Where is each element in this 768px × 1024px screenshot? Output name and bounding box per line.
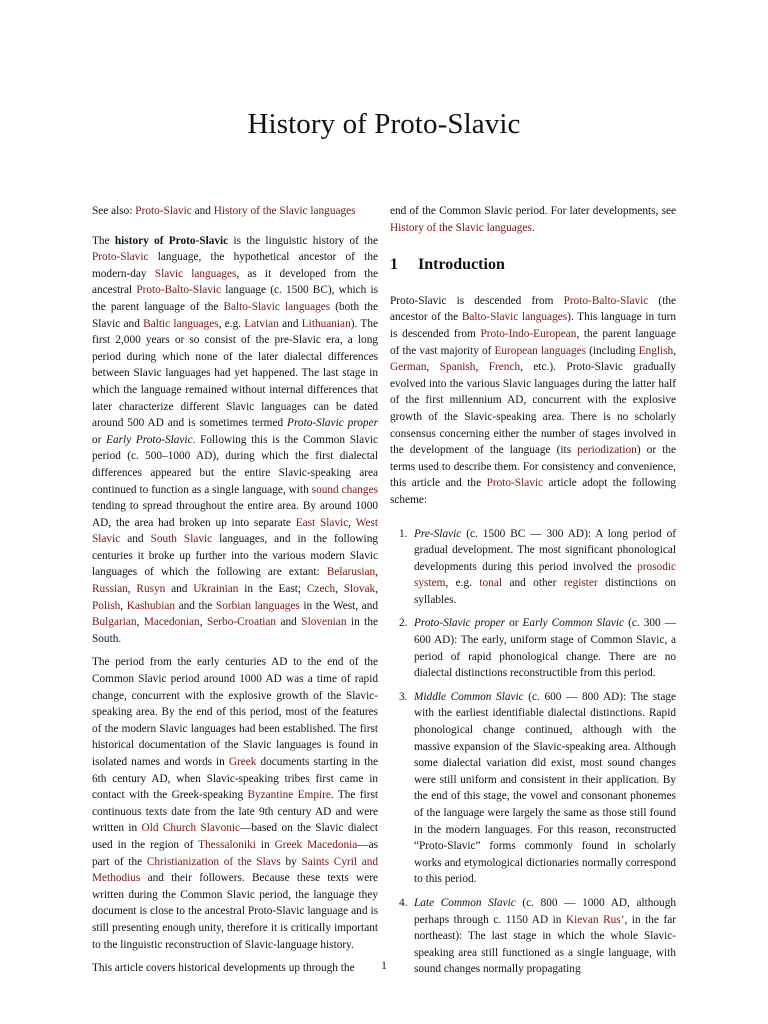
- text-run: or: [92, 433, 107, 446]
- article-link[interactable]: German: [390, 361, 427, 374]
- italic-term: Proto-Slavic proper: [287, 417, 378, 430]
- article-link[interactable]: Proto-Balto-Slavic: [563, 294, 649, 307]
- article-link[interactable]: Czech: [306, 583, 336, 596]
- text-run: ,: [426, 361, 440, 374]
- text-run: (the ancestor of the: [390, 294, 676, 324]
- article-link[interactable]: Polish: [92, 599, 121, 612]
- text-run: (both the Slavic and: [92, 300, 379, 330]
- article-link[interactable]: Spanish: [439, 361, 476, 374]
- text-run: and: [165, 583, 194, 596]
- text-run: in: [255, 838, 275, 851]
- text-run: ,: [348, 516, 356, 529]
- list-item-text: [414, 617, 676, 679]
- article-link[interactable]: History of the Slavic languages: [213, 205, 356, 217]
- text-run: tending to spread throughout the entire area. By around 1000 AD, the area had broken up into separate: [92, 500, 378, 529]
- italic-term: Pre-Slavic: [414, 527, 462, 540]
- history-paragraph: [92, 654, 378, 953]
- article-link[interactable]: Proto-Slavic: [486, 477, 544, 490]
- introduction-paragraph: [390, 293, 676, 509]
- article-link[interactable]: Ukrainian: [193, 583, 239, 596]
- text-run: ,: [120, 599, 127, 612]
- article-link[interactable]: History of the Slavic languages: [390, 221, 532, 234]
- italic-term: Proto-Slavic proper: [414, 617, 506, 630]
- article-link[interactable]: periodization: [577, 444, 637, 457]
- page-title: History of Proto-Slavic: [247, 108, 521, 140]
- list-item-number: 4.: [399, 896, 408, 909]
- text-run: in the South.: [92, 616, 378, 645]
- text-run: and the: [175, 599, 216, 612]
- article-link[interactable]: Thessaloniki: [198, 838, 256, 851]
- article-link[interactable]: Macedonian: [143, 616, 200, 629]
- text-run: —as part of the: [92, 838, 379, 868]
- text-run: ) or the terms used to describe them. For consistency and convenience, this article and the: [390, 444, 676, 490]
- text-run: , e.g.: [218, 317, 245, 330]
- see-also-note: [92, 203, 378, 220]
- article-link[interactable]: Saints Cyril and Methodius: [92, 855, 379, 885]
- article-link[interactable]: Old Church Slavonic: [141, 822, 241, 835]
- article-link[interactable]: Russian: [92, 583, 128, 596]
- article-link[interactable]: Slovenian: [301, 616, 347, 629]
- article-link[interactable]: Bulgarian: [92, 616, 137, 629]
- text-run: (including: [586, 344, 639, 357]
- text-run: language, the hypothetical ancestor of the modern-day: [92, 251, 378, 280]
- text-run: Proto-Slavic is descended from: [390, 294, 564, 307]
- text-run: , e.g.: [445, 577, 480, 590]
- text-run: ,: [375, 566, 378, 579]
- text-run: ). The first 2,000 years or so consist of the pre-Slavic era, a long period during which none of the later dialectal differences between Slavic languages had yet happened. The last stage in which the language remained without internal differences that later characterize different Slavic languages can be dated around 500 AD and is sometimes termed: [92, 317, 378, 430]
- list-item-text: [414, 691, 676, 886]
- text-run: distinctions on syllables.: [414, 577, 676, 606]
- article-link[interactable]: Balto-Slavic languages: [461, 311, 568, 324]
- text-run: .: [531, 221, 535, 234]
- article-link[interactable]: Balto-Slavic languages: [223, 300, 331, 313]
- page-number: 1: [381, 960, 387, 972]
- text-run: ,: [475, 361, 489, 374]
- article-link[interactable]: East Slavic: [295, 516, 349, 529]
- list-item: [390, 615, 676, 681]
- article-link[interactable]: South Slavic: [150, 533, 213, 546]
- text-run: is the linguistic history of the: [228, 234, 378, 247]
- text-run: ,: [127, 583, 137, 596]
- text-run: —based on the Slavic dialect used in the region of: [92, 822, 379, 851]
- text-run: ,: [375, 583, 378, 596]
- left-column: [92, 203, 378, 984]
- text-run: and: [191, 205, 214, 217]
- article-link[interactable]: sound changes: [311, 483, 378, 496]
- article-link[interactable]: French: [488, 361, 521, 374]
- section-title: Introduction: [418, 256, 505, 274]
- text-run: and other: [502, 577, 564, 590]
- list-item-number: 2.: [399, 617, 408, 630]
- article-link[interactable]: West Slavic: [92, 516, 378, 546]
- text-run: The period from the early centuries AD to the end of the Common Slavic period around 1000 AD was a time of rapid change, concurrent with the explosive growth of the Slavic-speaking area. By the end of this period, most of the features of the modern Slavic languages had been established. The first historical documentation of the Slavic languages is found in isolated names and words in: [92, 656, 378, 768]
- article-link[interactable]: European languages: [494, 344, 587, 357]
- text-run: , in the far northeast): The last stage in which the whole Slavic-speaking area still functioned as a single language, with sound changes normally propagating: [414, 913, 676, 976]
- text-run: This article covers historical developments up through the: [92, 962, 355, 975]
- text-run: ). This language in turn is descended from: [390, 311, 676, 340]
- text-run: ,: [199, 616, 207, 629]
- list-item-number: 3.: [399, 690, 408, 703]
- text-run: languages, and in the following centuries it broke up further into the various modern Slavic languages of which the following are extant:: [92, 533, 378, 579]
- periodization-list: [390, 526, 676, 978]
- article-link[interactable]: Proto-Balto-Slavic: [136, 284, 222, 297]
- text-run: (c. 1500 BC — 300 AD): A long period of gradual development. The most significant phonological developments during this period involved the: [414, 527, 676, 573]
- text-run: ,: [673, 344, 677, 357]
- section-number: 1: [390, 256, 398, 274]
- article-link[interactable]: Greek Macedonia: [274, 838, 358, 851]
- text-run: language (c. 1500 BC), which is the parent language of the: [92, 284, 378, 313]
- text-run: (c. 800 — 1000 AD, although perhaps through c. 1150 AD in: [414, 896, 676, 926]
- text-run: and their followers. Because these texts were written during the Common Slavic period, the language they document is close to the ancestral Proto-Slavic language and is still presenting enough unity, therefore it is critically important to the linguistic reconstruction of Slavic-language history.: [92, 872, 378, 951]
- article-link[interactable]: Belarusian: [326, 566, 376, 579]
- scope-paragraph-continued: [390, 203, 676, 236]
- article-link[interactable]: Slovak: [343, 583, 376, 596]
- article-link[interactable]: Kievan Rus’: [565, 913, 625, 926]
- article-link[interactable]: Latvian: [244, 317, 279, 330]
- section-heading-introduction: [390, 257, 676, 274]
- article-link[interactable]: Sorbian languages: [215, 599, 300, 612]
- text-run: documents starting in the 6th century AD, when Slavic-speaking tribes first came in contact with the Greek-speaking: [92, 756, 378, 802]
- text-run: ,: [335, 583, 344, 596]
- article-link[interactable]: Christianization of the Slavs: [146, 855, 281, 868]
- article-link[interactable]: Kashubian: [126, 599, 176, 612]
- text-run: , etc.). Proto-Slavic gradually evolved into the various Slavic languages during the latter half of the first millennium AD, concurrent with the explosive growth of the Slavic-speaking area. There is no scholarly consensus concerning either the number of stages involved in the development of the language (its: [390, 361, 676, 457]
- italic-term: Middle Common Slavic: [414, 690, 524, 703]
- article-link[interactable]: Slavic languages: [154, 267, 237, 280]
- text-run: in the East;: [238, 583, 307, 596]
- right-column: [390, 203, 676, 985]
- text-run: ,: [136, 616, 144, 629]
- article-link[interactable]: prosodic system: [414, 560, 676, 590]
- intro-paragraph: [92, 233, 378, 648]
- text-run: in the West, and: [299, 599, 378, 612]
- article-link[interactable]: Greek: [228, 756, 257, 768]
- text-run: end of the Common Slavic period. For later developments, see: [390, 205, 676, 217]
- list-item-text: [414, 528, 676, 606]
- text-run: article adopt the following scheme:: [390, 477, 676, 506]
- article-link[interactable]: Rusyn: [136, 583, 166, 596]
- text-run: and: [120, 533, 151, 546]
- list-item-number: 1.: [399, 527, 408, 540]
- italic-term: Early Proto-Slavic: [106, 433, 193, 446]
- italic-term: Late Common Slavic: [414, 896, 516, 909]
- article-link[interactable]: tonal: [479, 577, 502, 590]
- text-run: , the parent language of the vast majority of: [390, 327, 676, 357]
- article-link[interactable]: Lithuanian: [301, 317, 351, 330]
- list-item: [390, 689, 676, 888]
- article-link[interactable]: Serbo-Croatian: [207, 616, 277, 629]
- bold-term: history of Proto-Slavic: [114, 234, 229, 247]
- article-link[interactable]: Baltic languages: [143, 317, 219, 330]
- text-run: (c. 600 — 800 AD): The stage with the earliest identifiable dialectal distinctions. Rapid phonological change continued, although with the massive expansion of the Slavic-speaking area. Although some dialectal variation did exist, most sound changes were still uniform and consistent in their application. By the end of this stage, the vowel and consonant phonemes of the language were largely the same as those still found in the modern languages. For this reason, reconstructed “Proto-Slavic” forms commonly found in scholarly works and etymological dictionaries normally correspond to this period.: [414, 690, 676, 886]
- italic-term: Early Common Slavic: [522, 617, 625, 630]
- text-run: See also:: [92, 205, 136, 217]
- article-link[interactable]: Proto-Slavic: [135, 205, 192, 217]
- text-run: or: [505, 617, 523, 630]
- article-link[interactable]: Byzantine Empire: [247, 789, 331, 802]
- article-link[interactable]: register: [563, 577, 598, 590]
- text-run: , as it developed from the ancestral: [92, 267, 378, 297]
- text-run: by: [280, 855, 302, 868]
- text-run: The: [92, 234, 115, 247]
- article-link[interactable]: English: [638, 344, 674, 357]
- text-run: (c. 300 — 600 AD): The early, uniform stage of Common Slavic, a period of rapid phonological change. There are no dialectal distinctions reconstructible from this period.: [414, 617, 676, 680]
- text-run: and: [278, 317, 302, 330]
- article-link[interactable]: Proto-Indo-European: [480, 327, 577, 340]
- text-run: and: [276, 616, 302, 629]
- text-run: . Following this is the Common Slavic period (c. 500–1000 AD), during which the first dialectal differences appeared but the entire Slavic-speaking area continued to function as a single language, with: [92, 433, 378, 496]
- article-link[interactable]: Proto-Slavic: [92, 251, 149, 264]
- text-run: . The first continuous texts date from the late 9th century AD and were written in: [92, 789, 378, 835]
- list-item: [390, 526, 676, 609]
